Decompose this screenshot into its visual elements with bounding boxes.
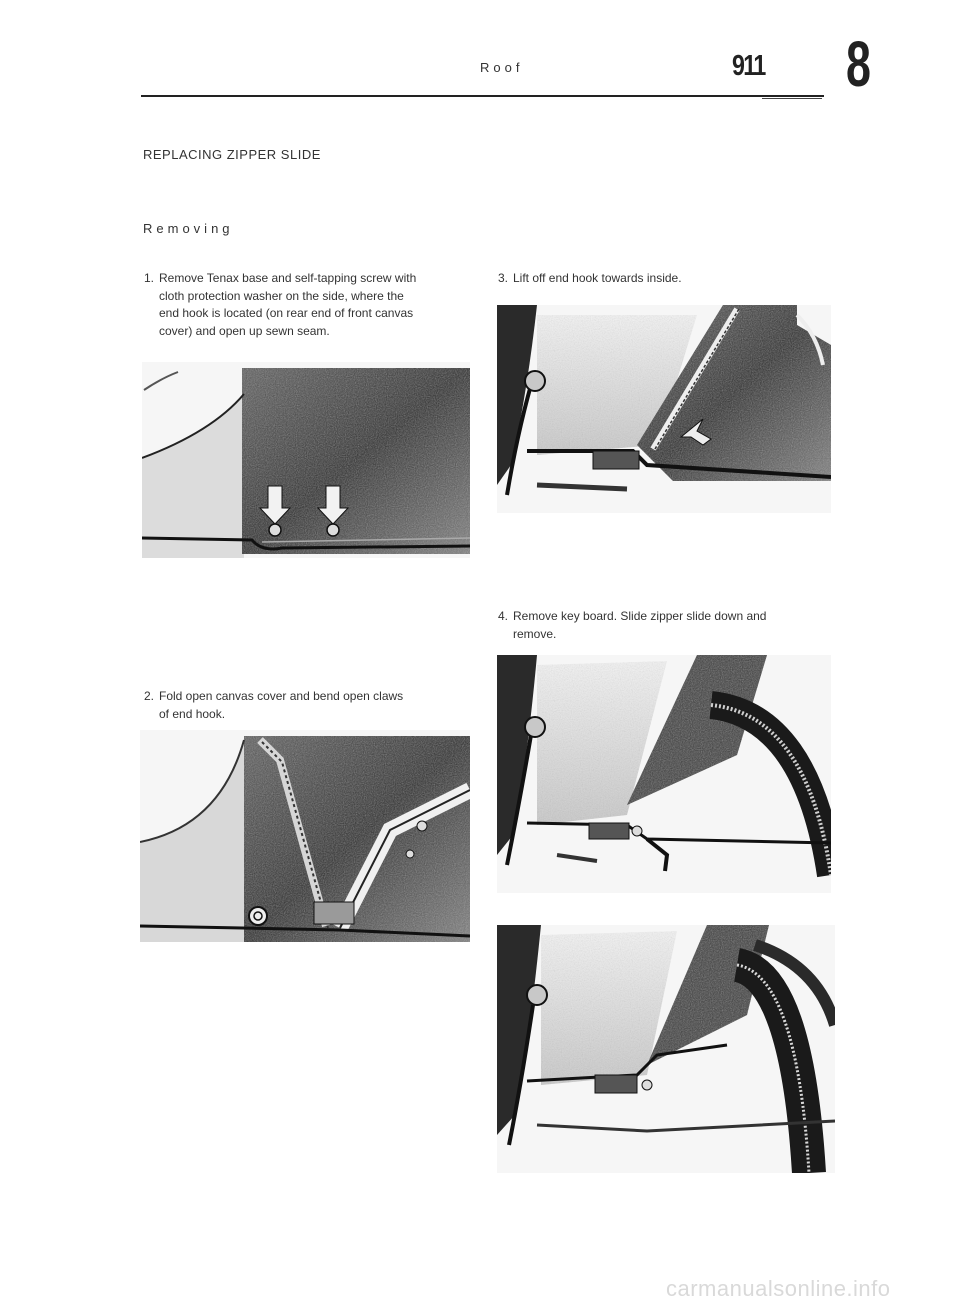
watermark: carmanualsonline.info [666,1276,891,1301]
page-title: REPLACING ZIPPER SLIDE [143,147,321,162]
step-2-number: 2. [144,689,155,703]
step-1-number: 1. [144,271,155,285]
step-2-line: of end hook. [159,706,226,721]
step-2-line: Fold open canvas cover and bend open claws [159,689,404,703]
running-header-section: Roof [480,60,524,75]
step-4-line: remove. [513,626,557,641]
step-4-number: 4. [498,609,509,623]
step-1-line: cloth protection washer on the side, where the [159,288,404,303]
step-4-line: Remove key board. Slide zipper slide down and [513,609,767,623]
step-3 [498,270,838,288]
step-1 [144,270,474,340]
chapter-number: 8 [846,28,871,100]
photo-step-1 [142,362,470,558]
photo-step-4-a [497,655,831,893]
photo-step-2 [140,730,470,942]
step-3-number: 3. [498,271,509,285]
step-3-line: Lift off end hook towards inside. [513,271,682,285]
step-1-line: Remove Tenax base and self-tapping screw with [159,271,417,285]
step-1-line: end hook is located (on rear end of front canvas [159,306,414,320]
section-heading: Removing [143,221,234,236]
step-1-line: cover) and open up sewn seam. [159,323,330,338]
step-2 [144,688,474,723]
header-rule-accent [762,98,822,99]
running-header-model: 911 [732,50,765,82]
header-rule [141,95,824,97]
step-4 [498,608,838,643]
photo-step-3 [497,305,831,513]
photo-step-4-b [497,925,835,1173]
